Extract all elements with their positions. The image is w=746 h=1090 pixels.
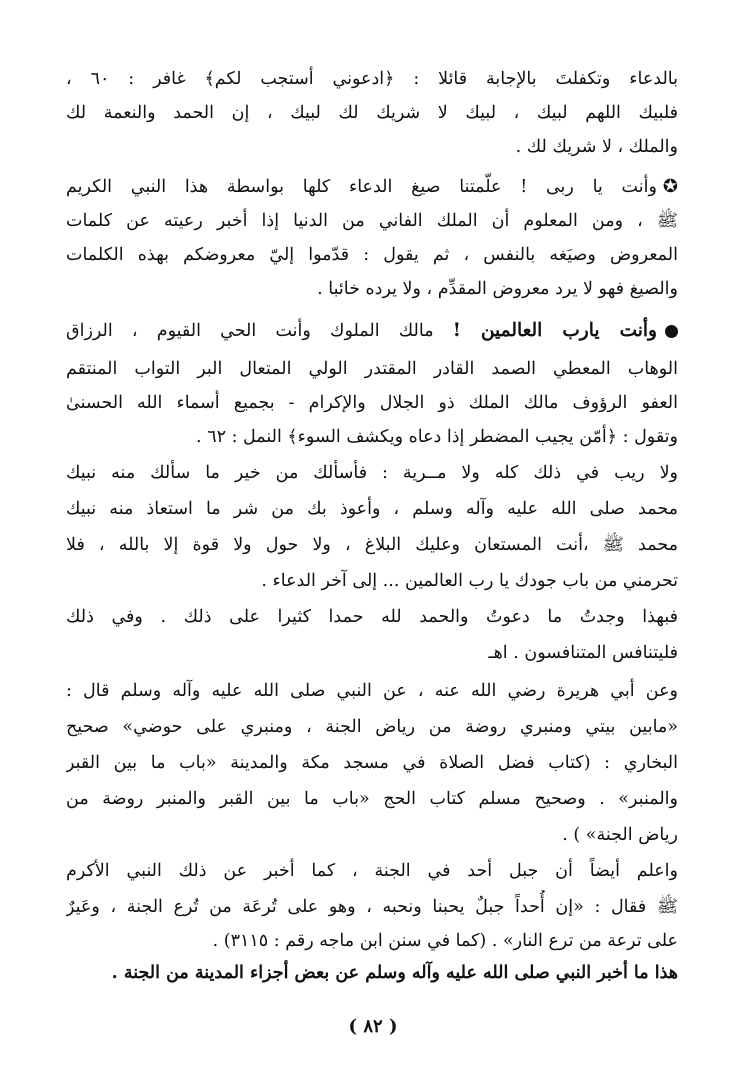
text-line: فليتنافس المتنافسون . اهـ [488,643,678,663]
text-line-bold: هذا ما أخبر النبي صلى الله عليه وآله وسلم عن بعض أجزاء المدينة من الجنة . [111,963,678,983]
text-line: رياض الجنة» ) . [562,825,678,845]
text-line: البخاري : (كتاب فضل الصلاة في مسجد مكة والمدينة «باب ما بين القبر [66,753,678,773]
text-line: والملك ، لا شريك لك . [515,137,678,157]
bullet-lead-text: وأنت يارب العالمين ! [452,320,657,341]
text-line: «مابين بيتي ومنبري روضة من رياض الجنة ، ومنبري على حوضي» صحيح [66,717,678,737]
text-line: المعروض وصيَغه بالنفس ، ثم يقول : قدّموا إليّ معروضكم بهذه الكلمات [66,245,678,265]
text-line: واعلم أيضاً أن جبل أحد في الجنة ، كما أخبر عن ذلك النبي الأكرم [66,861,678,881]
text-line: الوهاب المعطي الصمد القادر المقتدر الولي المتعال البر التواب المنتقم [66,359,678,379]
text-line: والصيغ فهو لا يرد معروض المقدِّم ، ولا يرده خائبا . [317,279,678,299]
text-line: محمد صلى الله عليه وآله وسلم ، وأعوذ بك من شر ما استعاذ منه نبيك [66,499,678,519]
text-line: على ترعة من ترع النار» . (كما في سنن ابن ماجه رقم : ٣١١٥) . [212,931,678,951]
text-line: وعن أبي هريرة رضي الله عنه ، عن النبي صلى الله عليه وآله وسلم قال : [66,681,678,701]
text-line: تحرمني من باب جودك يا رب العالمين ... إلى آخر الدعاء . [261,571,678,591]
text-line: ﷺ ، ومن المعلوم أن الملك الفاني من الدنيا إذا أخبر رعيته عن كلمات [66,211,678,231]
text-span: مالك الملوك وأنت الحي القيوم ، الرزاق [66,321,434,341]
paragraph-star-line [66,170,678,204]
text-line: فلبيك اللهم لبيك ، لبيك لا شريك لك لبيك ، إن الحمد والنعمة لك [66,103,678,123]
paragraph-bullet-line [66,314,678,348]
text-line: والمنبر» . وصحيح مسلم كتاب الحج «باب ما بين القبر والمنبر روضة من [66,789,678,809]
text-span: وأنت يا ربى ! علّمتنا صيغ الدعاء كلها بواسطة هذا النبي الكريم [66,177,657,197]
text-line: ولا ريب في ذلك كله ولا مــرية : فأسألك من خير ما سألك منه نبيك [66,463,678,483]
star-bullet-icon: ✪ [662,176,678,197]
dot-bullet-icon [665,325,678,338]
text-line: محمد ﷺ ،أنت المستعان وعليك البلاغ ، ولا حول ولا قوة إلا بالله ، فلا [66,535,678,555]
text-line: العفو الرؤوف مالك الملك ذو الجلال والإكرام - بجميع أسماء الله الحسنىٰ [66,393,678,413]
text-line: وتقول : ﴿أمّن يجيب المضطر إذا دعاه ويكشف السوء﴾ النمل : ٦٢ . [196,427,678,447]
text-line: فبهذا وجدتُ ما دعوتُ والحمد لله حمدا كثيرا على ذلك . وفي ذلك [66,607,678,627]
page-body [66,62,678,1062]
text-line: ﷺ فقال : «إن أُحداً جبلٌ يحبنا ونحبه ، وهو على تُرعَة من تُرع الجنة ، وعَيرٌ [66,897,678,917]
page-number: ( ٨٢ ) [348,1016,398,1037]
text-line: بالدعاء وتكفلتَ بالإجابة قائلا : ﴿ادعوني أستجب لكم﴾ غافر : ٦٠ ، [66,69,678,89]
